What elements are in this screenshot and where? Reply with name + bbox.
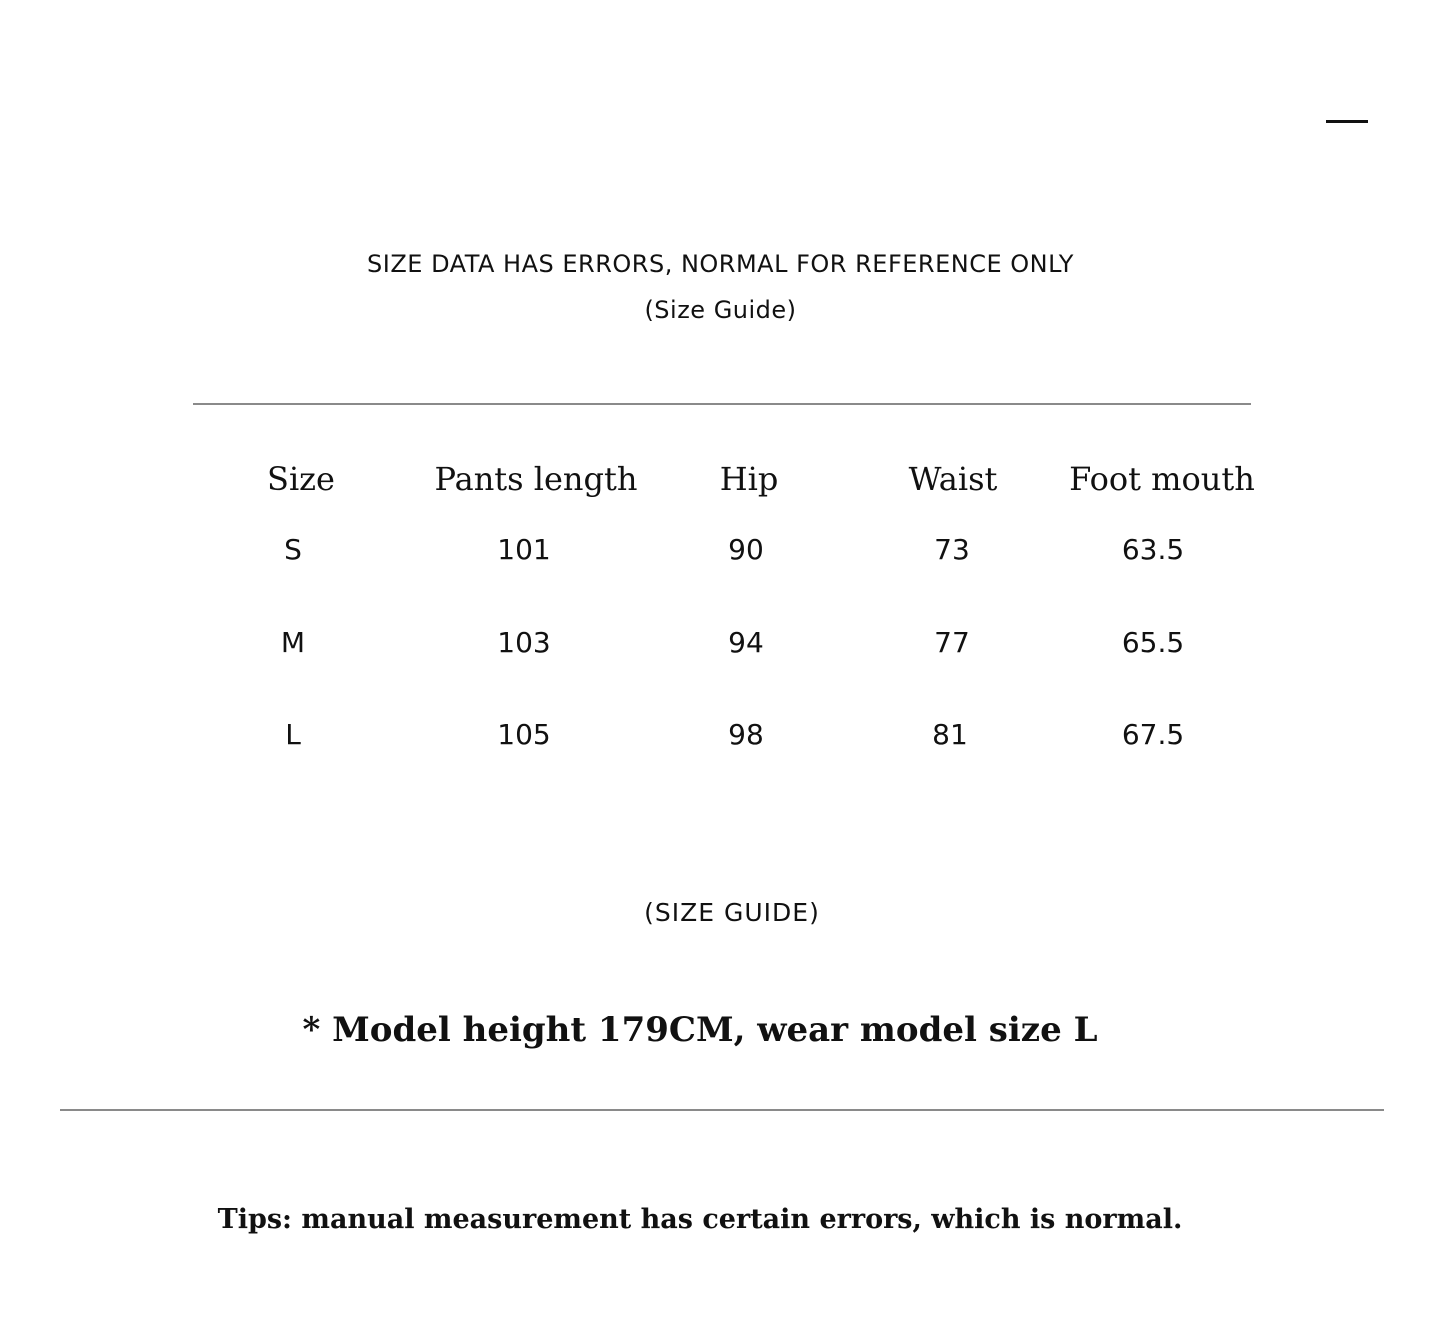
header-size: Size bbox=[267, 460, 335, 498]
bottom-divider bbox=[60, 1109, 1384, 1111]
size-guide-label: (SIZE GUIDE) bbox=[644, 898, 820, 927]
cell-foot-mouth: 63.5 bbox=[1121, 533, 1185, 566]
cell-hip: 98 bbox=[728, 718, 764, 751]
minus-icon[interactable] bbox=[1326, 120, 1368, 123]
header-hip: Hip bbox=[719, 460, 779, 498]
notice-title: SIZE DATA HAS ERRORS, NORMAL FOR REFERENCE ONLY bbox=[367, 250, 1074, 278]
notice-subtitle: (Size Guide) bbox=[644, 296, 797, 324]
header-pants-length: Pants length bbox=[434, 460, 638, 498]
cell-waist: 73 bbox=[934, 533, 970, 566]
header-waist: Waist bbox=[908, 460, 998, 498]
cell-hip: 94 bbox=[728, 626, 764, 659]
header-foot-mouth: Foot mouth bbox=[1069, 460, 1255, 498]
cell-size: M bbox=[280, 626, 306, 659]
model-note: * Model height 179CM, wear model size L bbox=[302, 1010, 1098, 1050]
cell-pants-length: 101 bbox=[497, 533, 551, 566]
cell-size: L bbox=[285, 718, 301, 751]
cell-size: S bbox=[284, 533, 302, 566]
cell-foot-mouth: 67.5 bbox=[1121, 718, 1185, 751]
cell-pants-length: 103 bbox=[497, 626, 551, 659]
cell-waist: 81 bbox=[932, 718, 968, 751]
cell-foot-mouth: 65.5 bbox=[1121, 626, 1185, 659]
tips-text: Tips: manual measurement has certain errors, which is normal. bbox=[217, 1204, 1183, 1235]
cell-hip: 90 bbox=[728, 533, 764, 566]
cell-pants-length: 105 bbox=[497, 718, 551, 751]
cell-waist: 77 bbox=[934, 626, 970, 659]
top-divider bbox=[193, 403, 1251, 405]
